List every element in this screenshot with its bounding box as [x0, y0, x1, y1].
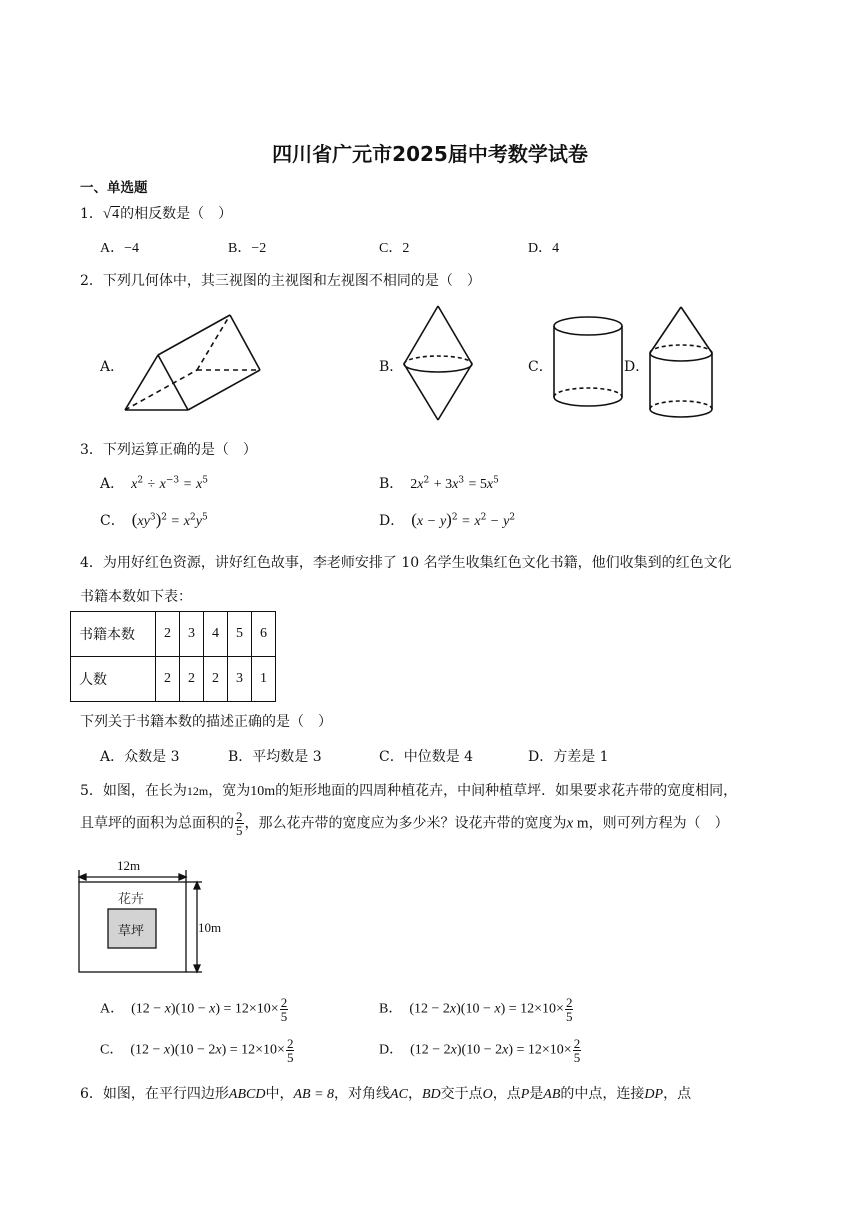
table-row [71, 612, 276, 657]
table-cell: 2 [156, 612, 180, 657]
option-c: C． $(xy^3)^2 = x^2y^5$ [100, 510, 208, 529]
option-b: B． $2x^2 + 3x^3 = 5x^5$ [379, 475, 499, 492]
question-text: 是 [529, 1086, 544, 1102]
question-text: 的中点，连接 [560, 1086, 645, 1102]
table-cell: 2 [180, 657, 204, 702]
math-term: AB [543, 1087, 561, 1102]
question-4-line2: 书籍本数如下表： [80, 589, 192, 605]
option-d-label: D． [624, 359, 650, 375]
question-text: 交于点 [440, 1086, 483, 1102]
option-d: D．方差是 1 [528, 749, 609, 765]
option-b: B．平均数是 3 [228, 749, 322, 765]
table-cell: 6 [252, 612, 276, 657]
question-text: 下列运算正确的是（ ） [102, 442, 257, 458]
question-number: 1． [80, 206, 103, 222]
option-c: C． (12 − x)(10 − 2x) = 12×10× $\frac{2}{5}$ [100, 1036, 294, 1065]
solid-figures [0, 0, 860, 440]
question-5-line1 [80, 780, 737, 800]
triangular-prism-figure [125, 315, 260, 410]
question-text: 的相反数是（ ） [120, 206, 233, 222]
table-cell: 3 [228, 657, 252, 702]
question-text: ，点 [663, 1086, 692, 1102]
fraction: $\frac{2}{5}$ [236, 809, 243, 838]
option-c-label: C． [528, 359, 553, 375]
option-a: A．−4 [100, 241, 140, 256]
double-cone-figure [404, 306, 472, 420]
length-value: 12m [186, 784, 209, 798]
radicand: 4 [112, 207, 120, 222]
question-number: 4． [80, 555, 103, 571]
table-cell: 1 [252, 657, 276, 702]
math-term: AB = 8 [293, 1087, 335, 1102]
option-a: A．众数是 3 [100, 749, 180, 765]
unit-m: m [576, 815, 589, 832]
figure-flower-label: 花卉 [118, 892, 145, 907]
book-count-table [70, 611, 276, 702]
question-text: ，那么花卉带的宽度应为多少米？设花卉带的宽度为 [244, 815, 567, 832]
question-number: 2． [80, 273, 103, 289]
option-d: D．4 [528, 241, 560, 256]
question-text: 且草坪的面积为总面积的 [80, 815, 234, 832]
option-c: C．2 [379, 241, 410, 256]
option-d: D． (12 − 2x)(10 − 2x) = 12×10× $\frac{2}{5}$ [379, 1036, 581, 1065]
question-text: 中， [265, 1086, 294, 1102]
option-a: A． $x^2 \div x^{-3} = x^5$ [100, 475, 208, 492]
variable-x: x [566, 815, 574, 832]
question-text: 为用好红色资源，讲好红色故事，李老师安排了 10 名学生收集红色文化书籍，他们收集到的红色文化 [102, 555, 732, 571]
option-b: B．−2 [228, 241, 267, 256]
math-term: P [520, 1087, 530, 1102]
question-3 [80, 439, 257, 459]
sqrt-symbol: √ [102, 206, 112, 222]
table-cell: 2 [204, 657, 228, 702]
option-b: B． (12 − 2x)(10 − x) = 12×10× $\frac{2}{5}$ [379, 995, 573, 1024]
table-cell: 4 [204, 612, 228, 657]
option-a-label: A． [100, 359, 125, 375]
table-row-label: 人数 [71, 657, 156, 702]
question-4-line1 [80, 552, 732, 572]
question-number: 5． [80, 783, 103, 799]
table-cell: 2 [156, 657, 180, 702]
question-text: ， [407, 1086, 422, 1102]
math-term: AC [390, 1087, 408, 1102]
section-heading: 一、单选题 [80, 180, 148, 196]
question-text: ，宽为 [208, 783, 251, 799]
question-5-line2 [80, 810, 729, 837]
question-text: ，则可列方程为（ ） [588, 815, 729, 832]
question-text: 如图，在平行四边形 [102, 1086, 229, 1102]
figure-lawn-label: 草坪 [118, 924, 145, 939]
table-row [71, 657, 276, 702]
option-c: C．中位数是 4 [379, 749, 474, 765]
option-a: A． (12 − x)(10 − x) = 12×10× $\frac{2}{5}$ [100, 995, 288, 1024]
figure-height-label: 10m [198, 920, 222, 935]
option-d: D． $(x - y)^2 = x^2 - y^2$ [379, 510, 516, 529]
question-text: 如图，在长为 [102, 783, 187, 799]
question-text: ，点 [492, 1086, 521, 1102]
question-text: 下列几何体中，其三视图的主视图和左视图不相同的是（ ） [102, 273, 481, 289]
table-cell: 5 [228, 612, 252, 657]
question-4-prompt: 下列关于书籍本数的描述正确的是（ ） [80, 714, 332, 730]
math-term: ABCD [228, 1087, 266, 1102]
question-6 [80, 1083, 691, 1103]
table-row-label: 书籍本数 [71, 612, 156, 657]
figure-width-label: 12m [117, 858, 141, 873]
math-term: BD [421, 1087, 441, 1102]
cylinder-figure [554, 317, 622, 406]
cone-on-cylinder-figure [650, 307, 712, 417]
width-value: 10m [250, 784, 276, 799]
math-term: O [482, 1087, 493, 1102]
table-cell: 3 [180, 612, 204, 657]
option-b-label: B． [379, 359, 404, 375]
page-title: 四川省广元市2025届中考数学试卷 [272, 142, 588, 166]
question-number: 6． [80, 1086, 103, 1102]
question-text: 的矩形地面的四周种植花卉，中间种植草坪．如果要求花卉带的宽度相同， [275, 783, 738, 799]
question-text: ，对角线 [334, 1086, 391, 1102]
question-number: 3． [80, 442, 103, 458]
math-term: DP [644, 1087, 664, 1102]
